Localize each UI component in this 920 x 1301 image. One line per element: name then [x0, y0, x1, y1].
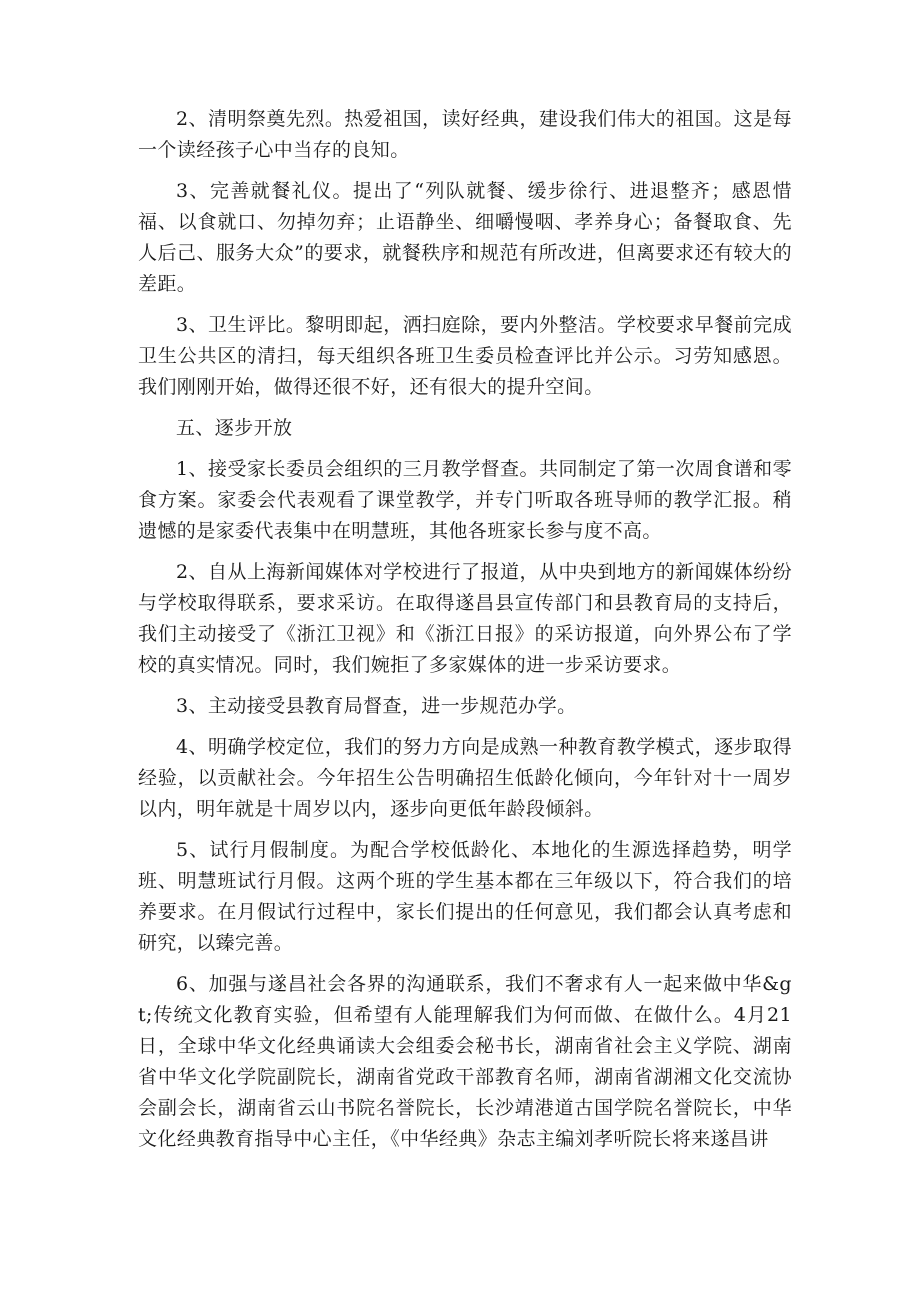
paragraph-8: 5、试行月假制度。为配合学校低龄化、本地化的生源选择趋势，明学班、明慧班试行月假。这两个班的学生基本都在三年级以下，符合我们的培养要求。在月假试行过程中，家长们提出的任何意见，我们都会认真考虑和研究，以臻完善。 [138, 839, 792, 954]
paragraph-9: 6、加强与遂昌社会各界的沟通联系，我们不奢求有人一起来做中华&gt;传统文化教育实验，但希望有人能理解我们为何而做、在做什么。4月21日，全球中华文化经典诵读大会组委会秘书长，湖南省社会主义学院、湖南省中华文化学院副院长，湖南省党政干部教育名师，湖南省湖湘文化交流协会副会长，湖南省云山书院名誉院长，长沙靖港道古国学院名誉院长，中华文化经典教育指导中心主任，《中华经典》杂志主编刘孝听院长将来遂昌讲 [138, 973, 792, 1150]
document-body [138, 104, 792, 1165]
paragraph-7: 4、明确学校定位，我们的努力方向是成熟一种教育教学模式，逐步取得经验，以贡献社会。今年招生公告明确招生低龄化倾向，今年针对十一周岁以内，明年就是十周岁以内，逐步向更低年龄段倾斜。 [138, 736, 792, 820]
paragraph-2: 3、完善就餐礼仪。提出了“列队就餐、缓步徐行、进退整齐；感恩惜福、以食就口、勿掉勿弃；止语静坐、细嚼慢咽、孝养身心；备餐取食、先人后己、服务大众”的要求，就餐秩序和规范有所改进，但离要求还有较大的差距。 [138, 180, 792, 295]
paragraph-5: 2、自从上海新闻媒体对学校进行了报道，从中央到地方的新闻媒体纷纷与学校取得联系，要求采访。在取得遂昌县宣传部门和县教育局的支持后，我们主动接受了《浙江卫视》和《浙江日报》的采访报道，向外界公布了学校的真实情况。同时，我们婉拒了多家媒体的进一步采访要求。 [138, 561, 792, 676]
paragraph-1: 2、清明祭奠先烈。热爱祖国，读好经典，建设我们伟大的祖国。这是每一个读经孩子心中当存的良知。 [138, 108, 792, 161]
paragraph-6: 3、主动接受县教育局督查，进一步规范办学。 [176, 695, 577, 717]
section-heading: 五、逐步开放 [176, 417, 293, 439]
paragraph-3: 3、卫生评比。黎明即起，洒扫庭除，要内外整洁。学校要求早餐前完成卫生公共区的清扫，每天组织各班卫生委员检查评比并公示。习劳知感恩。我们刚刚开始，做得还很不好，还有很大的提升空间。 [138, 314, 792, 398]
paragraph-4: 1、接受家长委员会组织的三月教学督查。共同制定了第一次周食谱和零食方案。家委会代表观看了课堂教学，并专门听取各班导师的教学汇报。稍遗憾的是家委代表集中在明慧班，其他各班家长参与度不高。 [138, 458, 792, 542]
